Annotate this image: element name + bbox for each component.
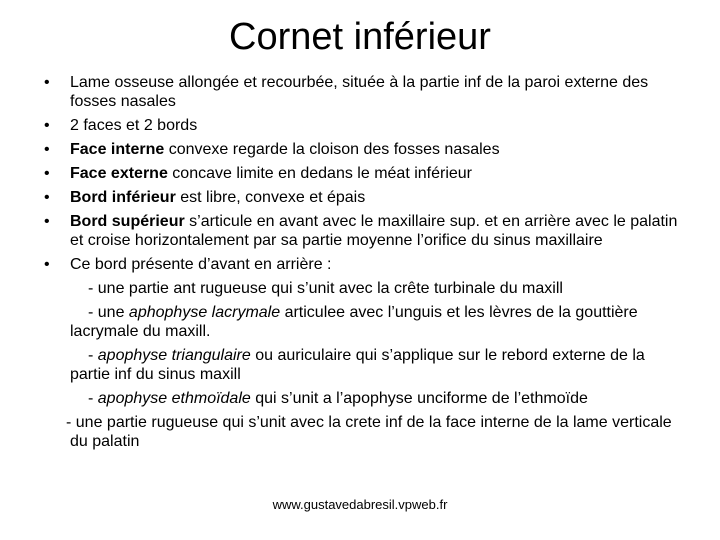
sub-item xyxy=(44,346,689,384)
sub-item-term: apophyse ethmoïdale xyxy=(97,390,251,407)
bullet-marker: • xyxy=(44,189,50,206)
sub-item-text: qui s’unit a l’apophyse unciforme de l’ethmoïde xyxy=(250,390,588,407)
bullet-text: convexe regarde la cloison des fosses nasales xyxy=(164,141,500,158)
bullet-text: Ce bord présente d’avant en arrière : xyxy=(70,256,332,273)
bullet-text: Lame osseuse allongée et recourbée, située à la partie inf de la paroi externe des fosses nasales xyxy=(70,74,649,110)
sub-item xyxy=(44,413,689,451)
bullet-item xyxy=(44,212,689,250)
sub-item-text: - xyxy=(88,390,98,407)
slide-title: Cornet inférieur xyxy=(229,16,491,58)
sub-item-term: apophyse triangulaire xyxy=(97,347,251,364)
sub-item-term: aphophyse lacrymale xyxy=(128,304,281,321)
slide-content xyxy=(44,73,689,456)
sub-item xyxy=(44,389,689,408)
bullet-text: 2 faces et 2 bords xyxy=(70,117,198,134)
sub-item-text: - xyxy=(88,347,98,364)
bullet-item xyxy=(44,140,689,159)
bullet-term: Face externe xyxy=(70,165,168,182)
bullet-text: concave limite en dedans le méat inférieur xyxy=(167,165,473,182)
sub-item-text: - une xyxy=(88,304,129,321)
sub-item-text: - une partie rugueuse qui s’unit avec la crete inf de la face interne de la lame verticale du palatin xyxy=(66,414,672,450)
sub-item xyxy=(44,303,689,341)
bullet-term: Face interne xyxy=(70,141,165,158)
bullet-item xyxy=(44,116,689,135)
bullet-marker: • xyxy=(44,256,50,273)
bullet-term: Bord supérieur xyxy=(70,213,185,230)
sub-item-text: articulee avec l’unguis et les lèvres de la gouttière lacrymale du maxill. xyxy=(70,304,638,340)
bullet-marker: • xyxy=(44,141,50,158)
bullet-item xyxy=(44,188,689,207)
sub-item-text: ou auriculaire qui s’applique sur le rebord externe de la partie inf du sinus maxill xyxy=(70,347,645,383)
bullet-marker: • xyxy=(44,213,50,230)
footer-url: www.gustavedabresil.vpweb.fr xyxy=(272,497,448,512)
sub-item xyxy=(44,279,689,298)
bullet-marker: • xyxy=(44,165,50,182)
bullet-marker: • xyxy=(44,74,50,91)
bullet-text: est libre, convexe et épais xyxy=(175,189,366,206)
bullet-term: Bord inférieur xyxy=(70,189,176,206)
bullet-item xyxy=(44,73,689,111)
sub-item-text: - une partie ant rugueuse qui s’unit avec la crête turbinale du maxill xyxy=(88,280,563,297)
bullet-text: s’articule en avant avec le maxillaire sup. et en arrière avec le palatin et croise horizontalement par sa partie moyenne l’orifice du sinus maxillaire xyxy=(70,213,678,249)
bullet-item xyxy=(44,164,689,183)
bullet-item xyxy=(44,255,689,274)
bullet-marker: • xyxy=(44,117,50,134)
